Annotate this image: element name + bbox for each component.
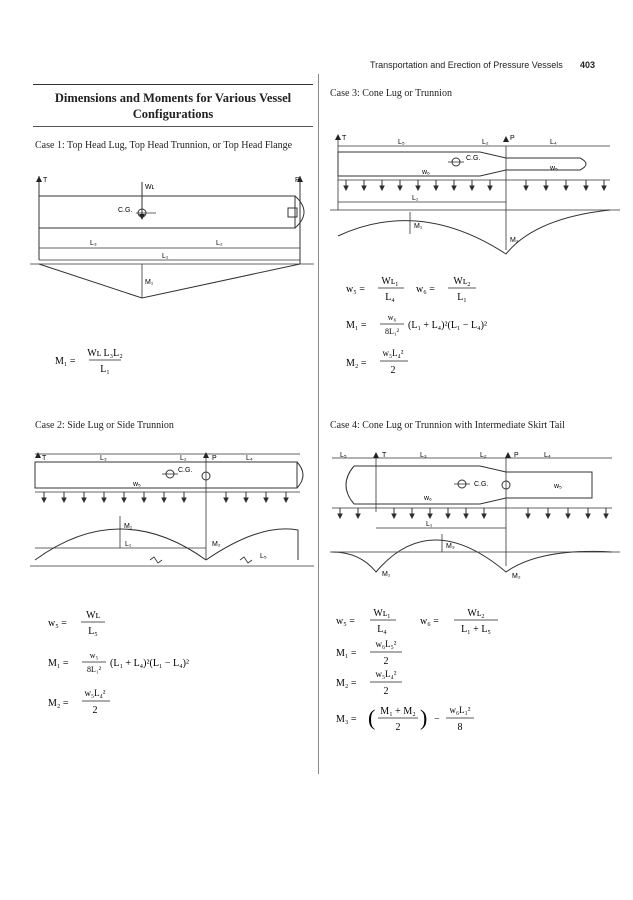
case3-m2-den: 2 — [390, 365, 396, 376]
case4-bottom-head — [346, 466, 354, 504]
case3-label-l2: L₂ — [482, 139, 489, 146]
case1-t-arrow — [36, 176, 42, 182]
case1-label-t: T — [43, 177, 48, 184]
case4-label-w6: w₆ — [424, 495, 432, 502]
case4-m3-lhs: M₃ = — [336, 714, 357, 725]
case4-label-l5: L₅ — [340, 452, 347, 459]
case2-load-arrows — [42, 492, 288, 502]
case2-m1-den: 8L₁² — [86, 665, 102, 674]
case4-m2-den: 2 — [383, 686, 389, 697]
case2-m2-den: 2 — [92, 705, 98, 716]
case4-load-arrows — [338, 508, 608, 518]
case2-m1-lhs: M₁ = — [48, 658, 69, 669]
case1-diagram — [30, 172, 314, 302]
case2-title: Case 2: Side Lug or Side Trunnion — [35, 420, 174, 431]
case2-m2-num: w₅L₄² — [84, 688, 106, 698]
case3-m1-den: 8L₁² — [384, 327, 400, 336]
case1-moment-diagram — [39, 264, 300, 298]
case3-load-arrows — [344, 180, 606, 190]
case4-w6-lhs: w₆ = — [420, 616, 439, 627]
case3-label-w6: w₆ — [422, 169, 430, 176]
case4-m3-den: 2 — [395, 722, 401, 733]
section-title: Dimensions and Moments for Various Vessel Configurations — [54, 91, 292, 121]
case4-label-p: P — [514, 452, 519, 459]
case1-formula — [55, 342, 195, 378]
case3-diagram — [330, 130, 620, 260]
case2-label-l1: L₁ — [125, 541, 132, 548]
case3-title: Case 3: Cone Lug or Trunnion — [330, 88, 452, 99]
case3-w6-den: L₁ — [457, 292, 467, 303]
case4-label-t: T — [382, 452, 387, 459]
case4-m1-lhs: M₁ = — [336, 648, 357, 659]
case2-label-l3: L₃ — [100, 455, 107, 462]
case2-w5-lhs: w₅ = — [48, 618, 67, 629]
case4-label-cg: C.G. — [474, 481, 489, 488]
case4-m3-num: M₁ + M₂ — [380, 706, 416, 717]
case3-p-arrow — [503, 136, 509, 142]
case4-p-arrow — [505, 452, 511, 458]
case1-label-p: P — [295, 177, 300, 184]
case2-label-l2: L₂ — [180, 455, 187, 462]
case2-label-l4: L₄ — [246, 455, 253, 462]
case4-m3-rparen: ) — [420, 705, 428, 730]
case4-label-m3: M₃ — [446, 543, 455, 550]
case2-t-arrow — [35, 452, 41, 458]
case3-label-m1: M₁ — [414, 223, 423, 230]
title-rule-bottom — [33, 126, 313, 127]
case1-label-m1: M₁ — [145, 279, 154, 286]
case4-moment-diagram — [332, 540, 612, 572]
case1-label-l3: L₃ — [90, 240, 97, 247]
case2-label-w5: w₅ — [133, 481, 141, 488]
case1-vessel-shell — [39, 196, 295, 228]
case4-m2-lhs: M₂ = — [336, 678, 357, 689]
case2-label-m2: M₂ — [212, 541, 221, 548]
case3-w5-lhs: w₅ = — [346, 284, 365, 295]
case1-formula-num: Wʟ L₃L₂ — [87, 348, 123, 359]
case4-label-w5: w₅ — [554, 483, 562, 490]
case4-m1-num: w₆L₅² — [375, 639, 397, 649]
case3-m1-lhs: M₁ = — [346, 320, 367, 331]
case3-label-l1: L₁ — [412, 195, 419, 202]
case3-label-t: T — [342, 135, 347, 142]
case4-w5-lhs: w₅ = — [336, 616, 355, 627]
case4-label-m1: M₁ — [382, 571, 391, 578]
case2-moment-m1 — [35, 529, 206, 560]
case2-label-cg: C.G. — [178, 467, 193, 474]
case4-w5-num: Wʟ₁ — [373, 608, 391, 619]
case2-label-p: P — [212, 455, 217, 462]
case4-w5-den: L₄ — [377, 624, 387, 635]
case3-w5-num: Wʟ₁ — [381, 276, 399, 287]
case3-label-l5: L₅ — [398, 139, 405, 146]
case3-formulas — [346, 270, 606, 390]
case1-formula-den: L₁ — [100, 364, 110, 375]
case4-w6-den: L₁ + L₅ — [461, 624, 491, 635]
case4-m2-num: w₅L₄² — [375, 669, 397, 679]
case4-m3-den2: 8 — [457, 722, 463, 733]
case3-label-cg: C.G. — [466, 155, 481, 162]
case3-moment-diagram — [338, 210, 610, 254]
case3-w6-num: Wʟ₂ — [453, 276, 471, 287]
case2-label-t: T — [42, 455, 47, 462]
case4-w6-num: Wʟ₂ — [467, 608, 485, 619]
title-rule-top — [33, 84, 313, 85]
case3-m1-rest: (L₁ + L₄)²(L₁ − L₄)² — [408, 320, 487, 331]
case1-title: Case 1: Top Head Lug, Top Head Trunnion, or Top Head Flange — [35, 140, 293, 151]
case4-formulas — [336, 604, 606, 754]
case2-m1-rest: (L₁ + L₄)²(L₁ − L₄)² — [110, 658, 189, 669]
case4-m3-lparen: ( — [368, 705, 376, 730]
case3-vessel-outline — [338, 152, 586, 176]
case4-label-l3: L₃ — [420, 452, 427, 459]
case3-label-m2: M₂ — [510, 237, 519, 244]
column-divider — [318, 74, 319, 774]
case3-w6-lhs: w₆ = — [416, 284, 435, 295]
running-title: Transportation and Erection of Pressure Vessels — [370, 60, 563, 70]
case1-label-wl: Wʟ — [145, 184, 155, 191]
case2-formulas — [48, 606, 308, 726]
case2-label-m1: M₁ — [124, 523, 133, 530]
case2-diagram — [30, 448, 314, 573]
page-number: 403 — [580, 60, 596, 70]
case2-m2-lhs: M₂ = — [48, 698, 69, 709]
case1-label-l2: L₂ — [216, 240, 223, 247]
case4-label-m2: M₂ — [512, 573, 521, 580]
case2-label-l5: L₅ — [260, 553, 267, 560]
case2-w5-num: Wʟ — [86, 610, 100, 621]
case3-m2-lhs: M₂ = — [346, 358, 367, 369]
case3-m2-num: w₅L₄² — [382, 348, 404, 358]
case1-formula-lhs: M₁ = — [55, 356, 76, 367]
case2-m1-num: w₅ — [89, 651, 99, 660]
case4-m3-num2: w₆L₁² — [449, 705, 471, 715]
case2-w5-den: L₅ — [88, 626, 98, 637]
case4-title: Case 4: Cone Lug or Trunnion with Intermediate Skirt Tail — [330, 420, 565, 431]
case2-vessel-head — [297, 462, 303, 488]
case4-label-l4: L₄ — [544, 452, 551, 459]
case2-break-1 — [150, 557, 162, 563]
case3-t-arrow — [335, 134, 341, 140]
case1-head-lug — [288, 208, 297, 217]
case3-m1-num: w₆ — [387, 313, 397, 322]
case4-m1-den: 2 — [383, 656, 389, 667]
case4-t-arrow — [373, 452, 379, 458]
case2-break-2 — [240, 557, 252, 563]
case1-label-cg: C.G. — [118, 207, 133, 214]
case4-label-l2: L₂ — [480, 452, 487, 459]
case3-label-l4: L₄ — [550, 139, 557, 146]
case4-diagram — [330, 448, 620, 588]
case1-label-l1: L₁ — [162, 253, 169, 260]
case4-label-l1: L₁ — [426, 521, 433, 528]
case4-m3-op: − — [434, 714, 440, 725]
case3-label-w5: w₅ — [550, 165, 558, 172]
case3-label-p: P — [510, 135, 515, 142]
case3-w5-den: L₄ — [385, 292, 395, 303]
